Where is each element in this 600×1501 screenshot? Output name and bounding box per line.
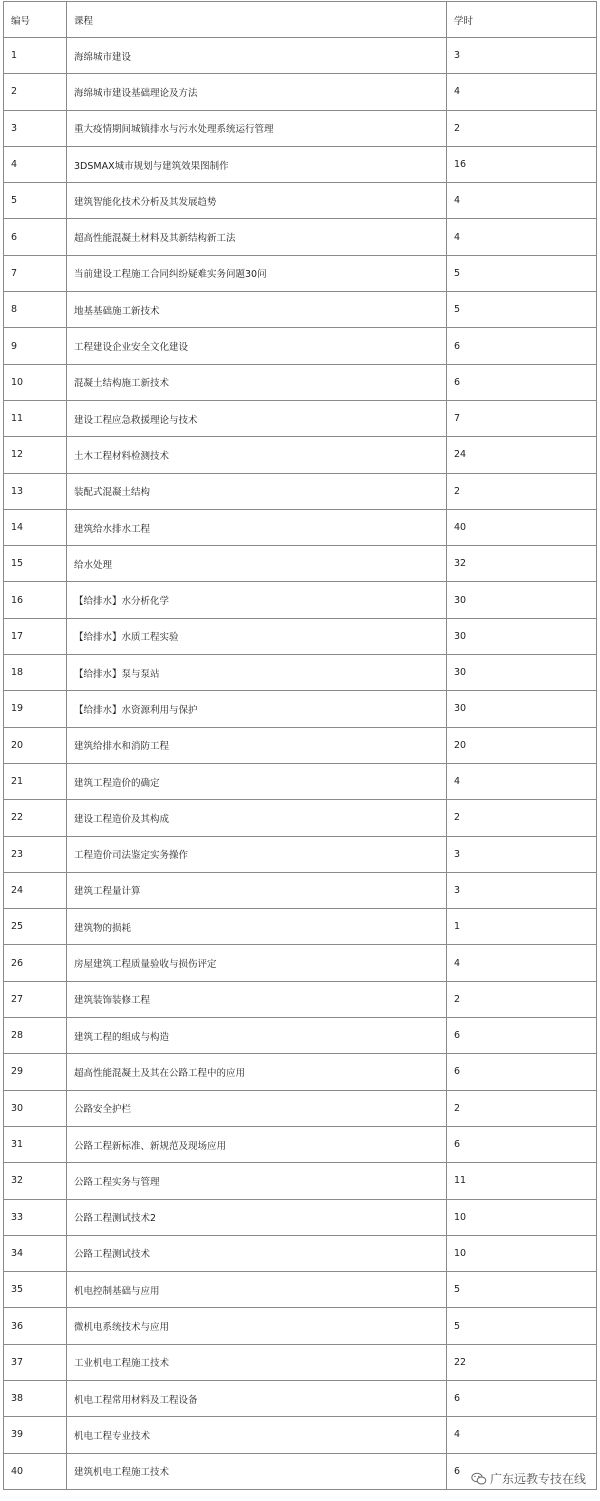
- cell-hours: 20: [447, 727, 597, 763]
- cell-course: 公路工程测试技术: [67, 1235, 447, 1271]
- cell-id: 18: [4, 655, 67, 691]
- cell-course: 微机电系统技术与应用: [67, 1308, 447, 1344]
- table-row: [4, 38, 597, 74]
- table-row: [4, 727, 597, 763]
- cell-course: 工业机电工程施工技术: [67, 1344, 447, 1380]
- table-row: [4, 328, 597, 364]
- cell-id: 22: [4, 800, 67, 836]
- cell-hours: 6: [447, 1054, 597, 1090]
- cell-id: 39: [4, 1417, 67, 1453]
- cell-course: 公路安全护栏: [67, 1090, 447, 1126]
- header-id: 编号: [4, 2, 67, 38]
- cell-course: 工程建设企业安全文化建设: [67, 328, 447, 364]
- cell-id: 17: [4, 618, 67, 654]
- table-row: [4, 836, 597, 872]
- cell-hours: 11: [447, 1163, 597, 1199]
- cell-id: 12: [4, 437, 67, 473]
- table-row: [4, 1126, 597, 1162]
- cell-hours: 30: [447, 618, 597, 654]
- table-row: [4, 183, 597, 219]
- cell-hours: 2: [447, 800, 597, 836]
- cell-course: 机电工程常用材料及工程设备: [67, 1380, 447, 1416]
- table-row: [4, 473, 597, 509]
- watermark-text: 广东远教专技在线: [489, 1472, 586, 1486]
- cell-id: 4: [4, 146, 67, 182]
- cell-course: 混凝土结构施工新技术: [67, 364, 447, 400]
- cell-hours: 30: [447, 691, 597, 727]
- cell-id: 23: [4, 836, 67, 872]
- cell-id: 38: [4, 1380, 67, 1416]
- cell-hours: 4: [447, 945, 597, 981]
- cell-hours: 4: [447, 219, 597, 255]
- cell-id: 6: [4, 219, 67, 255]
- table-row: [4, 618, 597, 654]
- header-hours: 学时: [447, 2, 597, 38]
- cell-id: 2: [4, 74, 67, 110]
- cell-id: 24: [4, 872, 67, 908]
- cell-hours: 3: [447, 836, 597, 872]
- cell-course: 地基基础施工新技术: [67, 292, 447, 328]
- cell-id: 25: [4, 909, 67, 945]
- cell-id: 3: [4, 110, 67, 146]
- cell-id: 13: [4, 473, 67, 509]
- table-row: [4, 691, 597, 727]
- cell-course: 土木工程材料检测技术: [67, 437, 447, 473]
- cell-course: 【给排水】水质工程实验: [67, 618, 447, 654]
- table-row: [4, 1054, 597, 1090]
- cell-course: 重大疫情期间城镇排水与污水处理系统运行管理: [67, 110, 447, 146]
- cell-hours: 5: [447, 1272, 597, 1308]
- cell-course: 建筑工程造价的确定: [67, 763, 447, 799]
- cell-course: 机电控制基础与应用: [67, 1272, 447, 1308]
- cell-hours: 30: [447, 655, 597, 691]
- cell-id: 7: [4, 255, 67, 291]
- cell-hours: 4: [447, 1417, 597, 1453]
- cell-hours: 1: [447, 909, 597, 945]
- cell-id: 14: [4, 509, 67, 545]
- cell-id: 36: [4, 1308, 67, 1344]
- cell-id: 20: [4, 727, 67, 763]
- cell-id: 33: [4, 1199, 67, 1235]
- cell-id: 21: [4, 763, 67, 799]
- cell-course: 机电工程专业技术: [67, 1417, 447, 1453]
- table-row: [4, 1235, 597, 1271]
- header-course: 课程: [67, 2, 447, 38]
- watermark: [469, 1470, 588, 1487]
- cell-id: 16: [4, 582, 67, 618]
- cell-hours: 6: [447, 328, 597, 364]
- cell-course: 给水处理: [67, 546, 447, 582]
- cell-id: 10: [4, 364, 67, 400]
- cell-hours: 5: [447, 1308, 597, 1344]
- cell-course: 建筑物的损耗: [67, 909, 447, 945]
- table-row: [4, 110, 597, 146]
- table-row: [4, 1417, 597, 1453]
- cell-hours: 4: [447, 763, 597, 799]
- cell-hours: 2: [447, 1090, 597, 1126]
- table-row: [4, 1163, 597, 1199]
- cell-course: 建筑给水排水工程: [67, 509, 447, 545]
- table-row: [4, 255, 597, 291]
- cell-id: 32: [4, 1163, 67, 1199]
- table-row: [4, 909, 597, 945]
- table-row: [4, 437, 597, 473]
- cell-id: 29: [4, 1054, 67, 1090]
- cell-hours: 24: [447, 437, 597, 473]
- table-row: [4, 292, 597, 328]
- cell-course: 当前建设工程施工合同纠纷疑难实务问题30问: [67, 255, 447, 291]
- cell-course: 海绵城市建设基础理论及方法: [67, 74, 447, 110]
- cell-course: 公路工程测试技术2: [67, 1199, 447, 1235]
- cell-course: 【给排水】泵与泵站: [67, 655, 447, 691]
- table-row: [4, 1018, 597, 1054]
- cell-course: 3DSMAX城市规划与建筑效果图制作: [67, 146, 447, 182]
- cell-course: 工程造价司法鉴定实务操作: [67, 836, 447, 872]
- cell-course: 海绵城市建设: [67, 38, 447, 74]
- table-row: [4, 655, 597, 691]
- cell-hours: 5: [447, 255, 597, 291]
- cell-hours: 32: [447, 546, 597, 582]
- cell-id: 35: [4, 1272, 67, 1308]
- cell-course: 【给排水】水分析化学: [67, 582, 447, 618]
- table-row: [4, 74, 597, 110]
- table-row: [4, 1272, 597, 1308]
- cell-id: 15: [4, 546, 67, 582]
- cell-course: 房屋建筑工程质量验收与损伤评定: [67, 945, 447, 981]
- cell-hours: 2: [447, 981, 597, 1017]
- cell-course: 建筑装饰装修工程: [67, 981, 447, 1017]
- table-row: [4, 582, 597, 618]
- table-row: [4, 546, 597, 582]
- cell-course: 超高性能混凝土材料及其新结构新工法: [67, 219, 447, 255]
- cell-id: 28: [4, 1018, 67, 1054]
- cell-course: 建筑工程的组成与构造: [67, 1018, 447, 1054]
- cell-course: 建设工程应急救援理论与技术: [67, 400, 447, 436]
- cell-course: 装配式混凝土结构: [67, 473, 447, 509]
- cell-course: 建筑工程量计算: [67, 872, 447, 908]
- header-row: [4, 2, 597, 38]
- table-row: [4, 945, 597, 981]
- cell-id: 34: [4, 1235, 67, 1271]
- cell-id: 37: [4, 1344, 67, 1380]
- cell-hours: 22: [447, 1344, 597, 1380]
- cell-hours: 6: [447, 1380, 597, 1416]
- cell-hours: 3: [447, 38, 597, 74]
- cell-id: 19: [4, 691, 67, 727]
- cell-hours: 10: [447, 1235, 597, 1271]
- table-row: [4, 981, 597, 1017]
- table-row: [4, 1090, 597, 1126]
- cell-hours: 30: [447, 582, 597, 618]
- cell-id: 11: [4, 400, 67, 436]
- cell-course: 【给排水】水资源利用与保护: [67, 691, 447, 727]
- cell-hours: 6: [447, 1453, 597, 1489]
- cell-hours: 3: [447, 872, 597, 908]
- cell-id: 27: [4, 981, 67, 1017]
- table-row: [4, 219, 597, 255]
- cell-id: 8: [4, 292, 67, 328]
- table-row: [4, 1344, 597, 1380]
- table-row: [4, 800, 597, 836]
- cell-hours: 10: [447, 1199, 597, 1235]
- cell-course: 建筑给排水和消防工程: [67, 727, 447, 763]
- cell-hours: 4: [447, 183, 597, 219]
- cell-hours: 2: [447, 473, 597, 509]
- cell-course: 公路工程新标准、新规范及现场应用: [67, 1126, 447, 1162]
- cell-hours: 40: [447, 509, 597, 545]
- table-row: [4, 872, 597, 908]
- cell-id: 31: [4, 1126, 67, 1162]
- cell-hours: 4: [447, 74, 597, 110]
- cell-id: 40: [4, 1453, 67, 1489]
- table-row: [4, 400, 597, 436]
- table-row: [4, 763, 597, 799]
- cell-course: 公路工程实务与管理: [67, 1163, 447, 1199]
- table-row: [4, 1199, 597, 1235]
- table-body: [4, 38, 597, 1490]
- cell-hours: 6: [447, 364, 597, 400]
- cell-hours: 16: [447, 146, 597, 182]
- wechat-icon: [471, 1472, 487, 1486]
- cell-id: 5: [4, 183, 67, 219]
- cell-hours: 5: [447, 292, 597, 328]
- cell-id: 9: [4, 328, 67, 364]
- cell-course: 建筑机电工程施工技术: [67, 1453, 447, 1489]
- cell-course: 超高性能混凝土及其在公路工程中的应用: [67, 1054, 447, 1090]
- cell-hours: 6: [447, 1018, 597, 1054]
- cell-id: 1: [4, 38, 67, 74]
- table-row: [4, 1308, 597, 1344]
- cell-id: 30: [4, 1090, 67, 1126]
- cell-course: 建筑智能化技术分析及其发展趋势: [67, 183, 447, 219]
- cell-course: 建设工程造价及其构成: [67, 800, 447, 836]
- table-row: [4, 146, 597, 182]
- course-table: [3, 1, 597, 1490]
- cell-hours: 6: [447, 1126, 597, 1162]
- table-row: [4, 509, 597, 545]
- table-row: [4, 364, 597, 400]
- cell-id: 26: [4, 945, 67, 981]
- cell-hours: 7: [447, 400, 597, 436]
- cell-hours: 2: [447, 110, 597, 146]
- table-row: [4, 1380, 597, 1416]
